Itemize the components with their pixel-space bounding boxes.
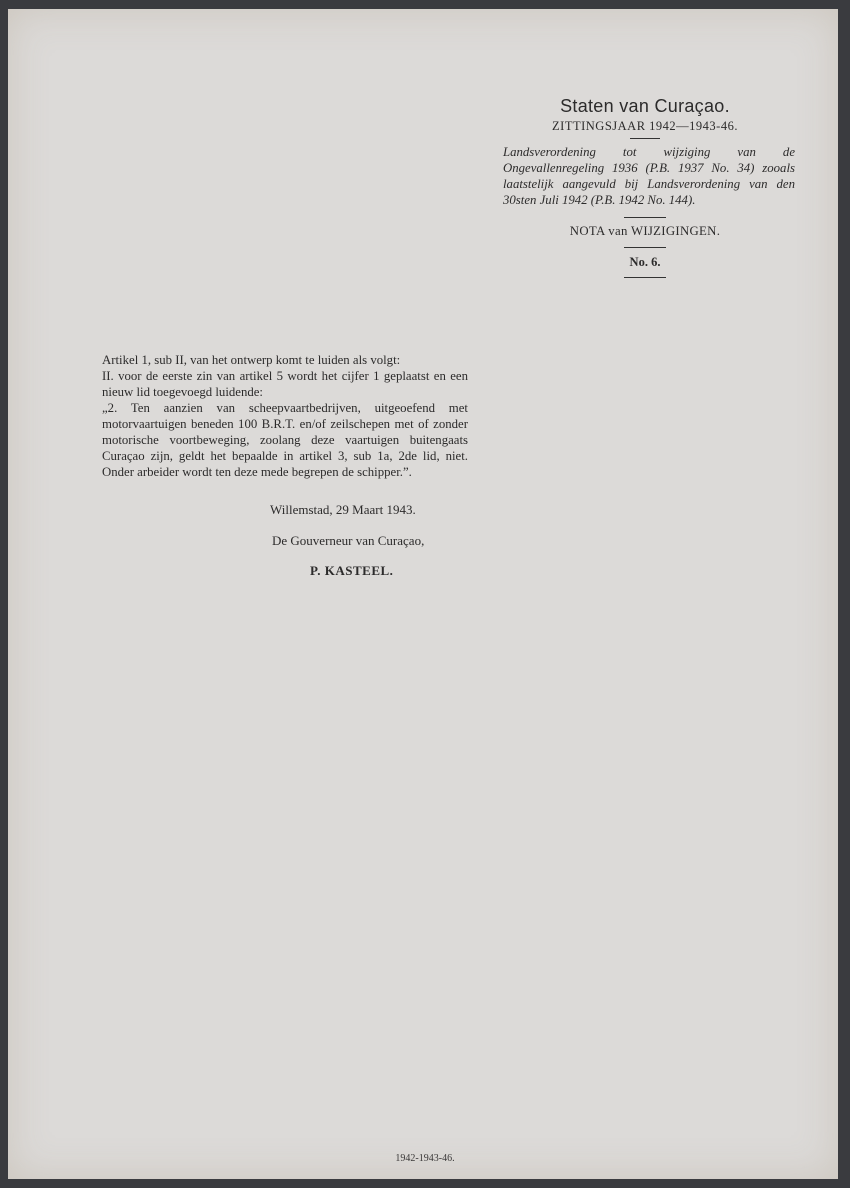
body-paragraph: „2. Ten aanzien van scheepvaartbedrijven, uitgeoefend met motorvaartuigen beneden 100 B.R.T. en/of zeilschepen met of zonder motorische voortbeweging, zoolang deze vaartuigen buitengaats Curaçao zijn, geldt het bepaalde in artikel 3, sub 1a, 2de lid, niet. Onder arbeider wordt ten deze mede begrepen de schipper.”.	[102, 401, 468, 479]
session-year: ZITTINGSJAAR 1942—1943-46.	[552, 119, 738, 133]
signatory-office: De Gouverneur van Curaçao,	[272, 533, 425, 548]
document-body	[102, 352, 468, 480]
nota-heading: NOTA van WIJZIGINGEN.	[569, 224, 721, 238]
document-number: No. 6.	[629, 255, 661, 269]
divider	[624, 247, 666, 248]
signatory-name: P. KASTEEL.	[310, 563, 394, 578]
document-title: Staten van Curaçao.	[560, 96, 730, 116]
subject-text: Landsverordening tot wijziging van de Ongevallenregeling 1936 (P.B. 1937 No. 34) zooals laatstelijk aangevuld bij Landsverordening van den 30sten Juli 1942 (P.B. 1942 No. 144).	[503, 145, 795, 207]
body-paragraph: II. voor de eerste zin van artikel 5 wordt het cijfer 1 geplaatst en een nieuw lid toegevoegd luidende:	[102, 369, 468, 399]
footer-text: 1942-1943-46.	[395, 1153, 455, 1164]
divider	[624, 217, 666, 218]
divider	[630, 138, 660, 139]
place-date: Willemstad, 29 Maart 1943.	[270, 502, 416, 517]
body-paragraph: Artikel 1, sub II, van het ontwerp komt te luiden als volgt:	[102, 353, 401, 367]
document-header	[495, 96, 795, 278]
divider	[624, 277, 666, 278]
